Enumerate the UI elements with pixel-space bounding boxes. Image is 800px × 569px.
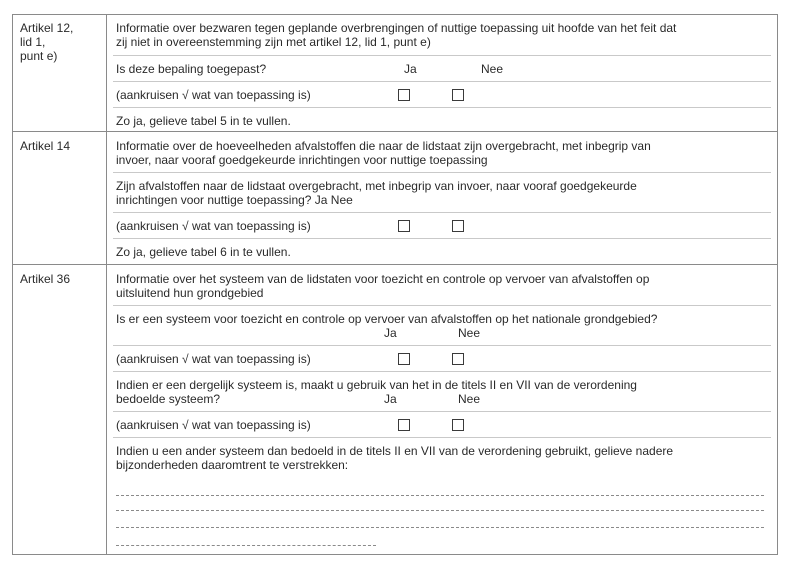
q2-ja-label: Ja xyxy=(384,392,397,406)
ja-checkbox[interactable] xyxy=(398,220,410,232)
tick-instruction: (aankruisen √ wat van toepassing is) xyxy=(116,219,311,233)
q1-nee-checkbox[interactable] xyxy=(452,353,464,365)
answer-line-1[interactable] xyxy=(116,495,764,496)
separator xyxy=(113,371,771,372)
question-3-text-line-2: bijzonderheden daaromtrent te verstrekken: xyxy=(116,458,349,472)
separator xyxy=(113,172,771,173)
q2-nee-label: Nee xyxy=(458,392,481,406)
followup-text: Zo ja, gelieve tabel 6 in te vullen. xyxy=(116,245,291,259)
tick-instruction: (aankruisen √ wat van toepassing is) xyxy=(116,352,311,366)
column-divider xyxy=(106,14,107,555)
question-1-text: Is er een systeem voor toezicht en controle op vervoer van afvalstoffen op het nationale grondgebied? xyxy=(116,312,658,326)
tick-instruction: (aankruisen √ wat van toepassing is) xyxy=(116,418,311,432)
info-text-line-2: uitsluitend hun grondgebied xyxy=(116,286,264,300)
q2-ja-checkbox[interactable] xyxy=(398,419,410,431)
separator xyxy=(113,437,771,438)
separator xyxy=(113,238,771,239)
answer-line-4[interactable] xyxy=(116,545,376,546)
article-label: Artikel 14 xyxy=(20,139,71,153)
info-text-line-2: invoer, naar vooraf goedgekeurde inrichtingen voor nuttige toepassing xyxy=(116,153,488,167)
article-label-line-2: lid 1, xyxy=(20,35,46,49)
tick-instruction: (aankruisen √ wat van toepassing is) xyxy=(116,88,311,102)
separator xyxy=(113,305,771,306)
article-label-line-3: punt e) xyxy=(20,49,58,63)
followup-text: Zo ja, gelieve tabel 5 in te vullen. xyxy=(116,114,291,128)
nee-label: Nee xyxy=(481,62,504,76)
article-label-line-1: Artikel 12, xyxy=(20,21,74,35)
separator xyxy=(113,212,771,213)
separator xyxy=(113,107,771,108)
question-text-line-1: Zijn afvalstoffen naar de lidstaat overgebracht, met inbegrip van invoer, naar vooraf goedgekeurde xyxy=(116,179,637,193)
info-text-line-1: Informatie over bezwaren tegen geplande overbrengingen of nuttige toepassing uit hoofde van het feit dat xyxy=(116,21,677,35)
separator xyxy=(113,411,771,412)
question-text: Is deze bepaling toegepast? xyxy=(116,62,267,76)
answer-line-2[interactable] xyxy=(116,510,764,511)
question-text-line-2: inrichtingen voor nuttige toepassing? Ja Nee xyxy=(116,193,353,207)
question-3-text-line-1: Indien u een ander systeem dan bedoeld in de titels II en VII van de verordening gebruikt, gelieve nadere xyxy=(116,444,674,458)
ja-checkbox[interactable] xyxy=(398,89,410,101)
q1-nee-label: Nee xyxy=(458,326,481,340)
answer-line-3[interactable] xyxy=(116,527,764,528)
info-text-line-2: zij niet in overeenstemming zijn met artikel 12, lid 1, punt e) xyxy=(116,35,431,49)
nee-checkbox[interactable] xyxy=(452,89,464,101)
ja-label: Ja xyxy=(404,62,417,76)
info-text-line-1: Informatie over het systeem van de lidstaten voor toezicht en controle op vervoer van afvalstoffen op xyxy=(116,272,650,286)
nee-checkbox[interactable] xyxy=(452,220,464,232)
separator xyxy=(113,81,771,82)
separator xyxy=(113,345,771,346)
info-text-line-1: Informatie over de hoeveelheden afvalstoffen die naar de lidstaat zijn overgebracht, met inbegrip van xyxy=(116,139,651,153)
q1-ja-label: Ja xyxy=(384,326,397,340)
row-divider-1 xyxy=(12,131,778,132)
row-divider-2 xyxy=(12,264,778,265)
article-label: Artikel 36 xyxy=(20,272,71,286)
question-2-text-line-1: Indien er een dergelijk systeem is, maakt u gebruik van het in de titels II en VII van de verordening xyxy=(116,378,637,392)
separator xyxy=(113,55,771,56)
q1-ja-checkbox[interactable] xyxy=(398,353,410,365)
question-2-text-line-2: bedoelde systeem? xyxy=(116,392,221,406)
q2-nee-checkbox[interactable] xyxy=(452,419,464,431)
